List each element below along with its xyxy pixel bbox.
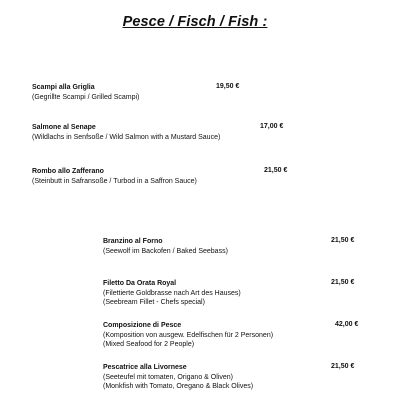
menu-item-description: (Seebream Fillet - Chefs special) [103,299,205,307]
menu-item-price: 21,50 € [331,279,355,286]
menu-item-name: Branzino al Forno [103,238,163,245]
menu-item-orata [103,279,241,308]
menu-item-name: Filetto Da Orata Royal [103,280,177,287]
menu-item-description: (Seeteufel mit tomaten, Origano & Oliven) [103,373,233,381]
menu-item-description: (Komposition von ausgew. Edelfischen für 2 Personen) [103,331,274,339]
menu-item-price: 42,00 € [335,321,359,328]
menu-section-title: Pesce / Fisch / Fish : [122,14,268,30]
menu-item-price: 21,50 € [331,237,355,244]
menu-item-description: (Gegrillte Scampi / Grilled Scampi) [32,93,140,101]
menu-item-description: (Monkfish with Tomato, Oregano & Black Olives) [103,383,254,391]
menu-item-branzino [103,237,228,256]
menu-item-description: (Wildlachs in Senfsoße / Wild Salmon with a Mustard Sauce) [32,133,221,141]
menu-item-description: (Filettierte Goldbrasse nach Art des Hauses) [103,289,241,297]
menu-item-price: 17,00 € [260,123,284,130]
menu-item-pescatrice [103,363,253,392]
menu-item-rombo [32,167,197,186]
menu-item-name: Scampi alla Griglia [32,84,95,91]
menu-item-composizione [103,321,273,350]
menu-item-description: (Steinbutt in Safransoße / Turbod in a Saffron Sauce) [32,177,197,185]
menu-item-price: 19,50 € [216,83,240,90]
menu-item-scampi [32,83,139,102]
menu-item-description: (Mixed Seafood for 2 People) [103,341,195,349]
menu-item-name: Rombo allo Zafferano [32,168,104,175]
menu-item-price: 21,50 € [264,167,288,174]
menu-item-name: Salmone al Senape [32,124,96,131]
menu-item-description: (Seewolf im Backofen / Baked Seebass) [103,247,228,255]
menu-item-name: Composizione di Pesce [103,322,182,329]
menu-item-price: 21,50 € [331,363,355,370]
menu-item-salmone [32,123,220,142]
menu-item-name: Pescatrice alla Livornese [103,364,187,371]
